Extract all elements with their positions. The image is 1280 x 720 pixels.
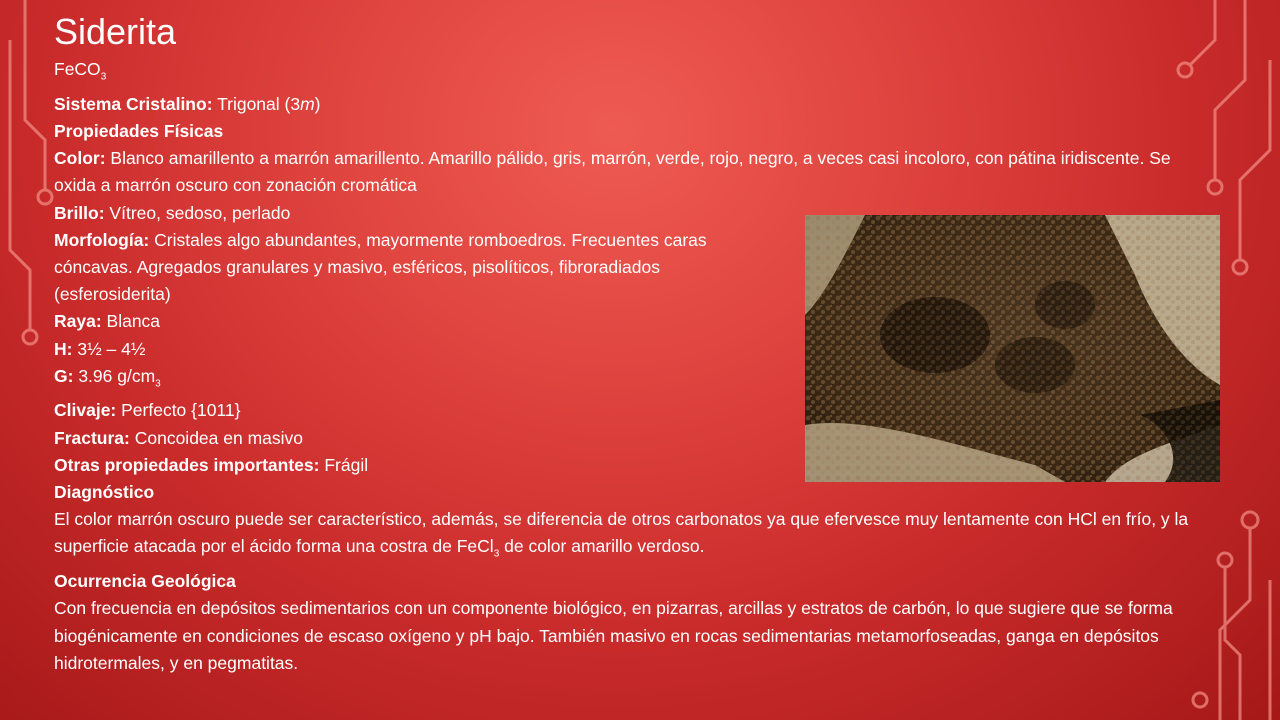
diagnosis-text: [54, 506, 1204, 568]
hardness-value: 3½ – 4½: [72, 338, 146, 359]
physical-properties-heading: Propiedades Físicas: [54, 120, 224, 141]
other-label: Otras propiedades importantes:: [54, 454, 320, 475]
diagnosis-text-main: El color marrón oscuro puede ser característico, además, se diferencia de otros carbonatos ya que efervesce muy lentamente con HCl en frío, y la superficie atacada por el ácido forma una costra de FeCl: [54, 509, 1189, 557]
crystal-system-label: Sistema Cristalino:: [54, 93, 213, 114]
cleavage-value: Perfecto {1011}: [116, 400, 241, 421]
morphology-label: Morfología:: [54, 229, 150, 250]
gravity-label: G:: [54, 365, 74, 386]
mineral-photo: [805, 215, 1220, 482]
morphology-property: [54, 227, 774, 309]
formula-subscript: 3: [100, 71, 107, 83]
gravity-value: 3.96 g/cm: [73, 365, 156, 386]
formula-base: FeCO: [54, 59, 101, 79]
crystal-system-value: Trigonal (3: [212, 93, 301, 114]
fracture-label: Fractura:: [54, 427, 130, 448]
cleavage-label: Clivaje:: [54, 400, 117, 421]
chemical-formula: [54, 56, 1204, 91]
crystal-system-italic: m: [300, 93, 315, 114]
geology-text: Con frecuencia en depósitos sedimentarios con un componente biológico, en pizarras, arcillas y estratos de carbón, lo que sugiere que se forma biogénicamente en condiciones de escaso oxígeno y pH bajo. También masivo en rocas sedimentarias metamorfoseadas, ganga en depósitos hidrotermales, y en pegmatitas.: [54, 598, 1173, 673]
diagnosis-text-end: de color amarillo verdoso.: [499, 536, 705, 557]
fracture-value: Concoidea en masivo: [129, 427, 304, 448]
gravity-subscript: 3: [155, 378, 161, 390]
streak-label: Raya:: [54, 311, 102, 332]
slide-title: Siderita: [54, 11, 177, 52]
color-value: Blanco amarillento a marrón amarillento. Amarillo pálido, gris, marrón, verde, rojo, negro, a veces casi incoloro, con pátina iridiscente. Se oxida a marrón oscuro con zonación cromática: [54, 148, 1171, 196]
diagnosis-heading: Diagnóstico: [54, 482, 155, 503]
color-label: Color:: [54, 148, 106, 169]
morphology-value: Cristales algo abundantes, mayormente romboedros. Frecuentes caras cóncavas. Agregados granulares y masivo, esféricos, pisolíticos, fibroradiados (esferosiderita): [54, 229, 707, 305]
hardness-label: H:: [54, 338, 73, 359]
crystal-system: [54, 91, 1204, 118]
other-value: Frágil: [319, 454, 369, 475]
luster-label: Brillo:: [54, 202, 105, 223]
luster-value: Vítreo, sedoso, perlado: [104, 202, 291, 223]
streak-value: Blanca: [101, 311, 161, 332]
diagnosis-subscript: 3: [493, 548, 500, 560]
crystal-system-close: ): [314, 93, 321, 114]
color-property: [54, 145, 1204, 199]
geology-heading: Ocurrencia Geológica: [54, 571, 236, 592]
